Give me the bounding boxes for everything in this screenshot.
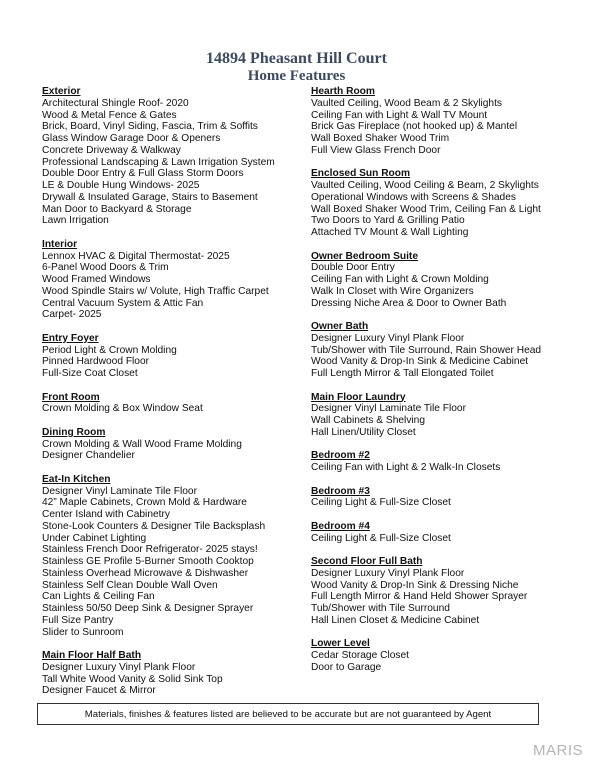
feature-item: Stainless Overhead Microwave & Dishwasher (42, 567, 249, 579)
feature-item: Period Light & Crown Molding (42, 344, 177, 356)
feature-item: Tub/Shower with Tile Surround, Rain Shower Head (311, 344, 542, 356)
section-heading: Hearth Room (311, 86, 375, 97)
section-bedroom-4 (311, 521, 541, 545)
section-heading: Bedroom #2 (311, 450, 370, 462)
feature-item: Designer Luxury Vinyl Plank Floor (311, 332, 465, 344)
feature-item: Ceiling Fan with Light & Crown Molding (311, 274, 489, 285)
section-hearth-room (311, 86, 541, 157)
feature-item: Professional Landscaping & Lawn Irrigation System (42, 156, 275, 168)
feature-item: Two Doors to Yard & Grilling Patio (311, 215, 465, 227)
feature-item: Tall White Wood Vanity & Solid Sink Top (42, 673, 223, 685)
feature-item: Ceiling Fan with Light & 2 Walk-In Closets (311, 462, 501, 473)
feature-item: Attached TV Mount & Wall Lighting (311, 227, 469, 238)
section-bedroom-3 (311, 486, 541, 510)
feature-item: Designer Luxury Vinyl Plank Floor (311, 567, 465, 579)
feature-item: Designer Chandelier (42, 450, 135, 462)
feature-item: Lennox HVAC & Digital Thermostat- 2025 (42, 250, 230, 262)
section-heading: Dining Room (42, 426, 106, 438)
disclaimer-box: Materials, finishes & features listed are believed to be accurate but are not guaranteed by Agent (37, 703, 539, 725)
section-enclosed-sun-room (311, 168, 541, 239)
feature-item: Carpet- 2025 (42, 309, 102, 321)
feature-item: Designer Luxury Vinyl Plank Floor (42, 661, 196, 673)
page-subtitle: Home Features (247, 68, 346, 84)
section-heading: Second Floor Full Bath (311, 556, 423, 567)
feature-item: Man Door to Backyard & Storage (42, 203, 192, 215)
section-bedroom-2 (311, 450, 541, 474)
feature-item: Center Island with Cabinetry (42, 509, 170, 520)
section-second-floor-full-bath (311, 556, 541, 627)
feature-item: Full View Glass French Door (311, 144, 441, 156)
section-exterior (42, 86, 275, 227)
section-heading: Main Floor Laundry (311, 391, 406, 403)
maris-watermark: MARIS (532, 742, 583, 759)
feature-item: Double Door Entry (311, 262, 395, 274)
feature-item: Hall Linen/Utility Closet (311, 426, 416, 438)
feature-item: Dressing Niche Area & Door to Owner Bath (311, 297, 507, 309)
feature-item: Door to Garage (311, 661, 382, 673)
section-heading: Bedroom #4 (311, 520, 370, 532)
feature-item: Stainless French Door Refrigerator- 2025 stays! (42, 544, 258, 556)
feature-item: Full Length Mirror & Tall Elongated Toilet (311, 368, 494, 379)
section-front-room (42, 392, 275, 416)
feature-item: Vaulted Ceiling, Wood Ceiling & Beam, 2 Skylights (311, 180, 539, 191)
feature-item: Lawn Irrigation (42, 215, 109, 227)
feature-item: Brick Gas Fireplace (not hooked up) & Mantel (311, 121, 518, 133)
section-owner-bedroom-suite (311, 251, 541, 310)
feature-item: Architectural Shingle Roof- 2020 (42, 97, 189, 109)
section-heading: Entry Foyer (42, 332, 99, 344)
feature-item: Crown Molding & Wall Wood Frame Molding (42, 438, 242, 450)
section-heading: Front Room (42, 391, 100, 403)
feature-item: Can Lights & Ceiling Fan (42, 591, 155, 603)
section-main-floor-laundry (311, 392, 541, 439)
feature-item: Tub/Shower with Tile Surround (311, 603, 450, 614)
feature-item: Crown Molding & Box Window Seat (42, 403, 203, 415)
feature-item: Wall Cabinets & Shelving (311, 415, 426, 426)
feature-item: Wall Boxed Shaker Wood Trim, Ceiling Fan & Light (311, 203, 541, 215)
feature-item: Stainless Self Clean Double Wall Oven (42, 579, 218, 591)
feature-item: Full Size Pantry (42, 614, 114, 626)
feature-item: Wood & Metal Fence & Gates (42, 109, 177, 121)
feature-item: Walk In Closet with Wire Organizers (311, 285, 474, 297)
feature-item: 42” Maple Cabinets, Crown Mold & Hardware (42, 497, 247, 509)
feature-item: LE & Double Hung Windows- 2025 (42, 180, 200, 191)
feature-item: Cedar Storage Closet (311, 650, 409, 661)
feature-item: Operational Windows with Screens & Shades (311, 191, 516, 203)
feature-item: Drywall & Insulated Garage, Stairs to Basement (42, 191, 258, 203)
feature-item: Designer Vinyl Laminate Tile Floor (311, 403, 466, 415)
feature-item: 6-Panel Wood Doors & Trim (42, 262, 169, 274)
section-heading: Owner Bedroom Suite (311, 250, 418, 262)
section-heading: Enclosed Sun Room (311, 168, 411, 180)
feature-item: Wood Spindle Stairs w/ Volute, High Traffic Carpet (42, 285, 269, 297)
section-heading: Main Floor Half Bath (42, 650, 142, 661)
section-heading: Eat-In Kitchen (42, 473, 111, 485)
feature-item: Vaulted Ceiling, Wood Beam & 2 Skylights (311, 97, 503, 109)
section-heading: Bedroom #3 (311, 485, 370, 497)
section-main-floor-half-bath (42, 650, 275, 697)
section-heading: Lower Level (311, 638, 370, 650)
feature-item: Wood Vanity & Drop-In Sink & Medicine Cabinet (311, 356, 529, 368)
section-dining-room (42, 427, 275, 462)
feature-item: Pinned Hardwood Floor (42, 356, 150, 368)
feature-item: Wood Vanity & Drop-In Sink & Dressing Niche (311, 579, 519, 591)
feature-item: Stainless 50/50 Deep Sink & Designer Sprayer (42, 603, 254, 614)
section-owner-bath (311, 321, 541, 380)
left-column (42, 86, 275, 709)
feature-item: Ceiling Light & Full-Size Closet (311, 532, 451, 544)
feature-item: Under Cabinet Lighting (42, 532, 147, 544)
feature-item: Designer Vinyl Laminate Tile Floor (42, 485, 197, 497)
feature-item: Full Length Mirror & Hand Held Shower Sprayer (311, 591, 528, 603)
feature-item: Glass Window Garage Door & Openers (42, 133, 221, 144)
section-eat-in-kitchen (42, 474, 275, 639)
section-heading: Exterior (42, 86, 81, 97)
feature-item: Ceiling Fan with Light & Wall TV Mount (311, 109, 488, 121)
right-column (311, 86, 541, 685)
feature-item: Wall Boxed Shaker Wood Trim (311, 133, 450, 144)
feature-item: Ceiling Light & Full-Size Closet (311, 497, 451, 509)
feature-item: Wood Framed Windows (42, 274, 151, 285)
feature-item: Central Vacuum System & Attic Fan (42, 297, 204, 309)
feature-item: Stone-Look Counters & Designer Tile Backsplash (42, 520, 266, 532)
section-interior (42, 239, 275, 321)
feature-item: Brick, Board, Vinyl Siding, Fascia, Trim & Soffits (42, 121, 258, 133)
section-entry-foyer (42, 333, 275, 380)
feature-item: Slider to Sunroom (42, 626, 124, 638)
feature-item: Stainless GE Profile 5-Burner Smooth Cooktop (42, 556, 254, 567)
feature-item: Hall Linen Closet & Medicine Cabinet (311, 614, 480, 626)
feature-item: Designer Faucet & Mirror (42, 685, 156, 697)
feature-item: Concrete Driveway & Walkway (42, 144, 181, 156)
section-lower-level (311, 638, 541, 673)
feature-item: Double Door Entry & Full Glass Storm Doors (42, 168, 244, 180)
page-title: 14894 Pheasant Hill Court (206, 50, 387, 67)
section-heading: Owner Bath (311, 321, 369, 332)
feature-item: Full-Size Coat Closet (42, 368, 138, 379)
section-heading: Interior (42, 238, 78, 250)
